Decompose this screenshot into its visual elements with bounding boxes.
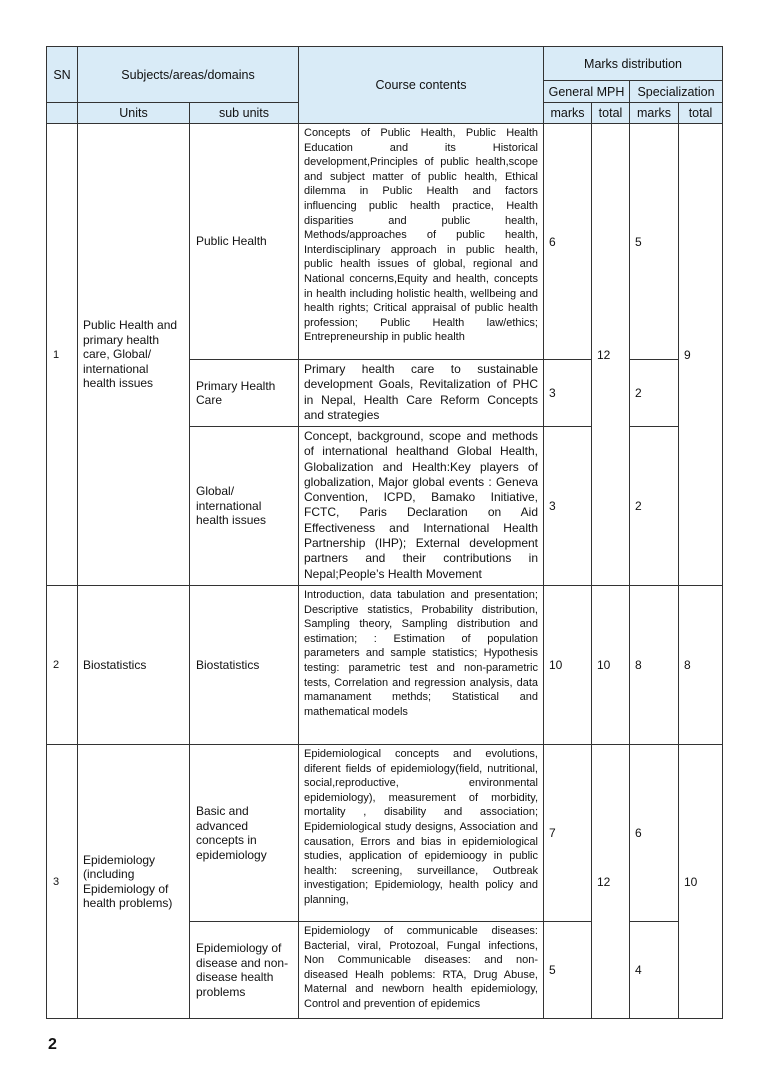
subunit-cell: Biostatistics xyxy=(190,586,299,745)
course-contents-cell: Epidemiological concepts and evolutions, diferent fields of epidemiology(field, nutritional, social,reproductive, environmental epidemiology), measurement of morbidity, mortality , disability and association; Epidemiological study designs, Association and causation, Errors and bias in epidemiological studies, application of epidemioogy in public health: screening, surveillance, Outbreak investigation; Epidemiology, health policy and planning, xyxy=(299,745,544,922)
header-general-marks: marks xyxy=(544,103,592,124)
header-units: Units xyxy=(78,103,190,124)
spec-total-cell: 8 xyxy=(679,586,723,745)
spec-marks-cell: 2 xyxy=(630,427,679,586)
spec-marks-cell: 6 xyxy=(630,745,679,922)
general-total-cell: 10 xyxy=(592,586,630,745)
unit-cell: Public Health and primary health care, Global/ international health issues xyxy=(78,124,190,586)
sn-cell: 1 xyxy=(47,124,78,586)
subunit-cell: Primary Health Care xyxy=(190,360,299,427)
spec-total-cell: 10 xyxy=(679,745,723,1019)
spec-total-cell: 9 xyxy=(679,124,723,586)
page-number: 2 xyxy=(48,1036,57,1053)
course-contents-cell: Concepts of Public Health, Public Health Education and its Historical development,Principles of public health,scope and subject matter of public health, Ethical dilemma in Public Health and factors influencing public health practice, Health disparities and public health, Methods/approaches of public health, Interdisciplinary approach in public health, public health issues of global, regional and National concerns,Equity and health, concepts in health including holistic health, wellbeing and health rights; Critical appraisal of public health profession; Public Health law/ethics; Entrepreneurship in public health xyxy=(299,124,544,360)
spec-marks-cell: 4 xyxy=(630,922,679,1019)
course-contents-cell: Primary health care to sustainable development Goals, Revitalization of PHC in Nepal, Health Care Reform Concepts and strategies xyxy=(299,360,544,427)
header-subjects: Subjects/areas/domains xyxy=(78,47,299,103)
subunit-cell: Global/ international health issues xyxy=(190,427,299,586)
general-marks-cell: 5 xyxy=(544,922,592,1019)
syllabus-table xyxy=(46,46,723,1019)
sn-cell: 2 xyxy=(47,586,78,745)
header-sub-units: sub units xyxy=(190,103,299,124)
table-row xyxy=(47,586,723,745)
general-marks-cell: 3 xyxy=(544,427,592,586)
table-row xyxy=(47,745,723,922)
unit-cell: Epidemiology (including Epidemiology of health problems) xyxy=(78,745,190,1019)
subunit-cell: Public Health xyxy=(190,124,299,360)
subunit-cell: Epidemiology of disease and non-disease health problems xyxy=(190,922,299,1019)
general-marks-cell: 7 xyxy=(544,745,592,922)
subunit-cell: Basic and advanced concepts in epidemiology xyxy=(190,745,299,922)
sn-cell: 3 xyxy=(47,745,78,1019)
header-course-contents: Course contents xyxy=(299,47,544,124)
general-marks-cell: 10 xyxy=(544,586,592,745)
header-spec-marks: marks xyxy=(630,103,679,124)
general-marks-cell: 3 xyxy=(544,360,592,427)
general-total-cell: 12 xyxy=(592,745,630,1019)
header-sn: SN xyxy=(47,47,78,103)
header-marks-distribution: Marks distribution xyxy=(544,47,723,81)
spec-marks-cell: 8 xyxy=(630,586,679,745)
course-contents-cell: Concept, background, scope and methods of international healthand Global Health, Globalization and Health:Key players of globalization, Major global events : Geneva Convention, ICPD, Bamako Initiative, FCTC, Paris Declaration on Aid Effectiveness and International Health Partnership (IHP); External development partners and their contributions in Nepal;People’s Health Movement xyxy=(299,427,544,586)
course-contents-cell: Introduction, data tabulation and presentation; Descriptive statistics, Probability distribution, Sampling theory, Sampling distribution and estimation; : Estimation of population parameters and sample statistics; Hypothesis testing: parametric test and non-parametric tests, Correlation and regression analysis, data mamanament methds; Statistical and mathematical models xyxy=(299,586,544,745)
header-specialization: Specialization xyxy=(630,81,723,103)
header-spec-total: total xyxy=(679,103,723,124)
header-general-total: total xyxy=(592,103,630,124)
header-general-mph: General MPH xyxy=(544,81,630,103)
spec-marks-cell: 2 xyxy=(630,360,679,427)
general-marks-cell: 6 xyxy=(544,124,592,360)
course-contents-cell: Epidemiology of communicable diseases: Bacterial, viral, Protozoal, Fungal infections, Non Communicable diseases: and non-diseased Healh poblems: RTA, Drug Abuse, Maternal and newborn health epidemiology, Control and prevention of epidemics xyxy=(299,922,544,1019)
unit-cell: Biostatistics xyxy=(78,586,190,745)
spec-marks-cell: 5 xyxy=(630,124,679,360)
table-row xyxy=(47,124,723,360)
general-total-cell: 12 xyxy=(592,124,630,586)
header-sn-blank xyxy=(47,103,78,124)
